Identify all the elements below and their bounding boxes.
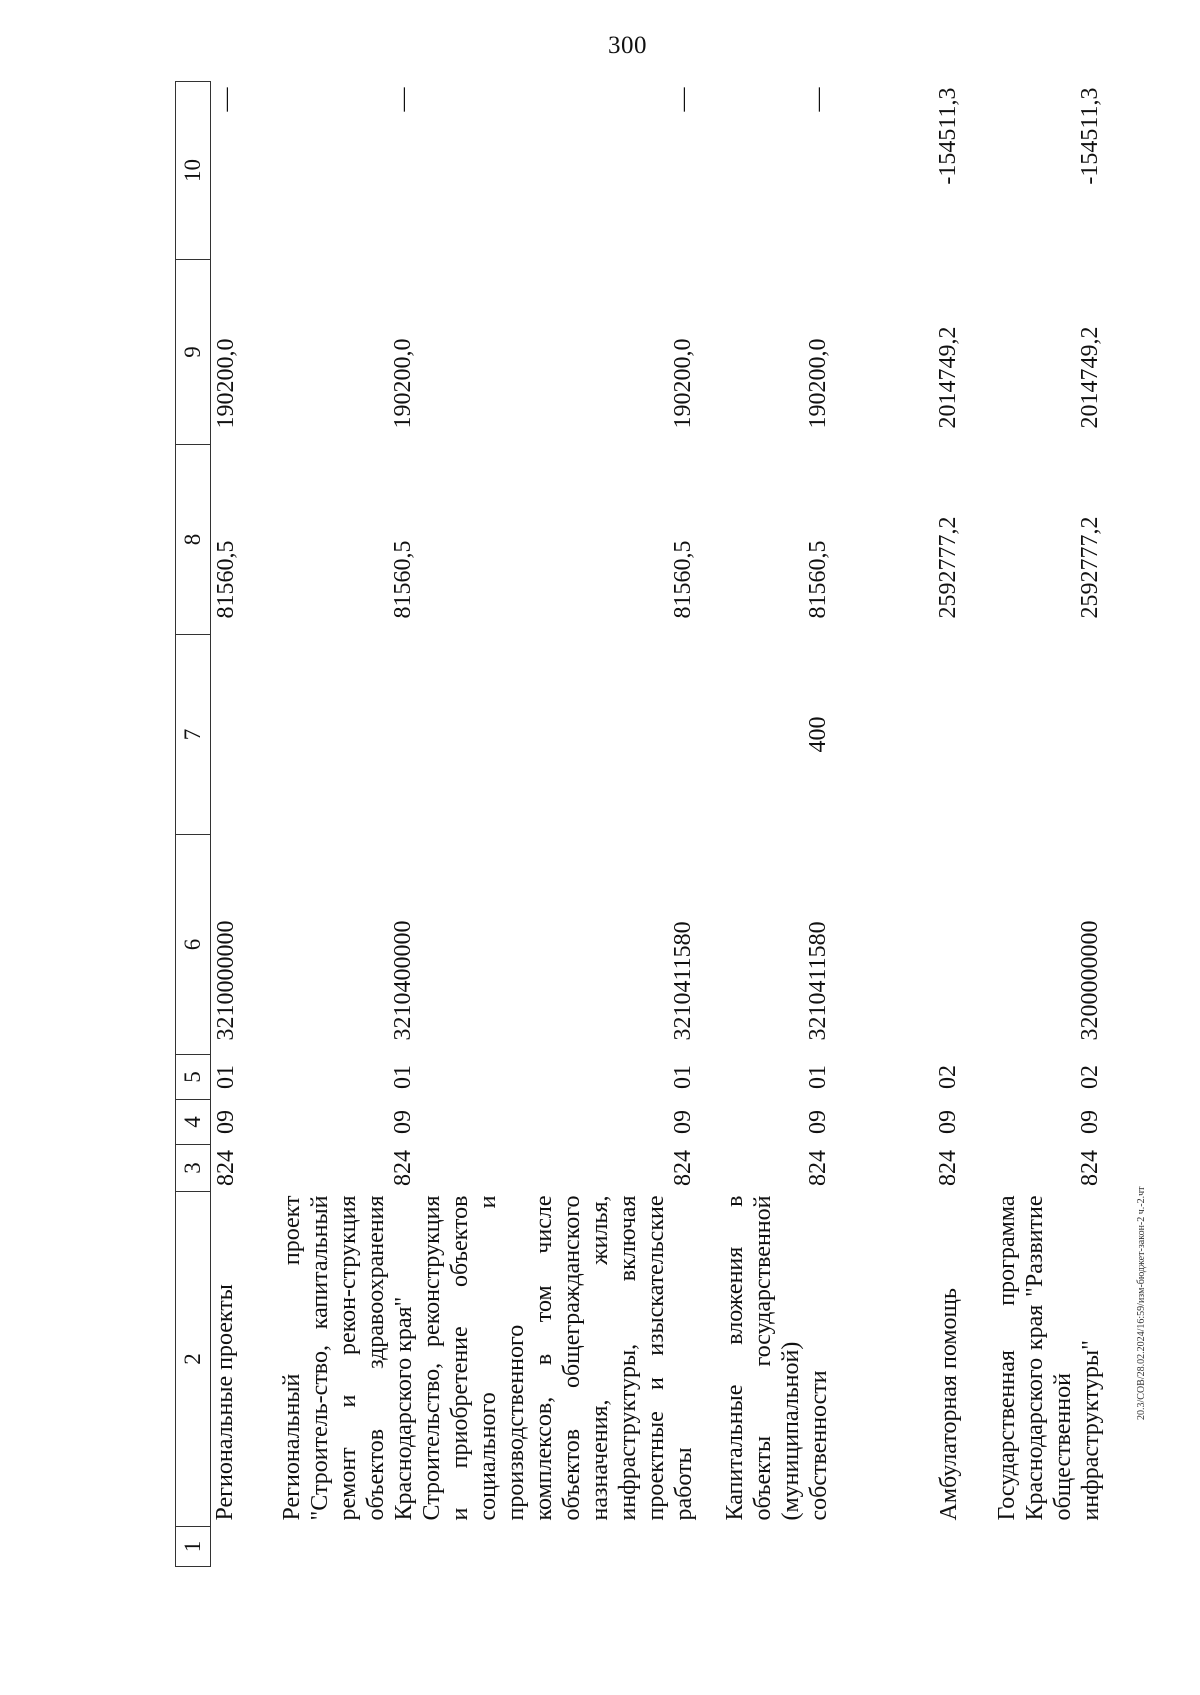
target-article-code [833, 835, 963, 1055]
target-article-code: 3200000000 [1077, 920, 1103, 1041]
section-code: 09 [213, 1110, 239, 1134]
grbs-code: 824 [935, 1150, 961, 1186]
item-name: Региональный проект "Строитель-ство, капитальный ремонт и рекон-струкция объектов здравоохранения Краснодарского края" [279, 1195, 417, 1521]
amount-col10: — [390, 87, 416, 112]
grbs-code: 824 [213, 1150, 239, 1186]
row-number-cell [418, 1527, 698, 1567]
table-row [698, 82, 833, 1567]
amount-col9: 190200,0 [390, 338, 416, 429]
grbs-code: 824 [390, 1150, 416, 1186]
header-cell: 5 [176, 1055, 211, 1100]
header-cell: 2 [176, 1192, 211, 1527]
target-article-code: 3210411580 [670, 921, 696, 1041]
rotated-table-container [175, 82, 1104, 1567]
table-header-row [176, 82, 211, 1567]
expense-type-code [211, 635, 254, 835]
row-number-cell [963, 1527, 1105, 1567]
item-name: Государственная программа Краснодарского края "Развитие общественной инфраструктуры" [994, 1195, 1104, 1521]
amount-col8: 81560,5 [390, 540, 416, 619]
section-code: 09 [805, 1110, 831, 1134]
grbs-code: 824 [1077, 1150, 1103, 1186]
header-cell: 3 [176, 1145, 211, 1192]
table-row [418, 82, 698, 1567]
expense-type-code [418, 635, 698, 835]
amount-col8: 2592777,2 [935, 516, 961, 619]
amount-col8: 81560,5 [805, 540, 831, 619]
expense-type-code [963, 635, 1105, 835]
amount-col10: — [805, 87, 831, 112]
amount-col10: — [670, 87, 696, 112]
amount-col10: -154511,3 [1077, 87, 1103, 185]
table-row [963, 82, 1105, 1567]
page-number: 300 [608, 32, 647, 59]
header-cell: 8 [176, 445, 211, 635]
header-cell: 7 [176, 635, 211, 835]
row-number-cell [698, 1527, 833, 1567]
grbs-code: 824 [805, 1150, 831, 1186]
item-name: Амбулаторная помощь [936, 1288, 962, 1521]
item-name: Строительство, реконструкция и приобретение объектов социального и производственного комплексов, в том числе объектов общегражданского назначения, жилья, инфраструктуры, включая проектные и изыскательские работы [419, 1195, 697, 1521]
subsection-code: 01 [213, 1065, 239, 1089]
target-article-code: 3210400000 [390, 920, 416, 1041]
budget-table [175, 81, 1105, 1567]
row-number-cell [833, 1527, 963, 1567]
amount-col8: 81560,5 [670, 540, 696, 619]
item-name: Капитальные вложения в объекты государственной (муниципальной) собственности [722, 1195, 832, 1521]
section-code: 09 [1077, 1110, 1103, 1134]
row-number-cell [253, 1527, 418, 1567]
expense-type-code [253, 635, 418, 835]
target-article-code: 3210000000 [213, 920, 239, 1041]
amount-col9: 190200,0 [213, 338, 239, 429]
amount-col9: 190200,0 [670, 338, 696, 429]
table-row [211, 82, 254, 1567]
amount-col9: 2014749,2 [935, 326, 961, 429]
amount-col10: -154511,3 [935, 87, 961, 185]
subsection-code: 02 [1077, 1065, 1103, 1089]
expense-type-code: 400 [805, 716, 831, 753]
amount-col9: 190200,0 [805, 338, 831, 429]
header-cell: 9 [176, 260, 211, 445]
expense-type-code [833, 635, 963, 835]
header-cell: 6 [176, 835, 211, 1055]
subsection-code: 01 [805, 1065, 831, 1089]
section-code: 09 [935, 1110, 961, 1134]
section-code: 09 [390, 1110, 416, 1134]
header-cell: 10 [176, 82, 211, 260]
subsection-code: 01 [390, 1065, 416, 1089]
grbs-code: 824 [670, 1150, 696, 1186]
amount-col8: 81560,5 [213, 540, 239, 619]
amount-col10: — [213, 87, 239, 112]
target-article-code: 3210411580 [805, 921, 831, 1041]
header-cell: 4 [176, 1100, 211, 1145]
header-cell: 1 [176, 1527, 211, 1567]
item-name: Региональные проекты [212, 1284, 238, 1521]
footer-stamp: 20.3/СОВ/28.02.2024/16:59/изм-бюджет-закон-2 ч.-2.чт [1136, 1186, 1147, 1420]
amount-col8: 2592777,2 [1077, 516, 1103, 619]
row-number-cell [211, 1527, 254, 1567]
subsection-code: 01 [670, 1065, 696, 1089]
amount-col9: 2014749,2 [1077, 326, 1103, 429]
table-row [833, 82, 963, 1567]
table-row [253, 82, 418, 1567]
subsection-code: 02 [935, 1065, 961, 1089]
section-code: 09 [670, 1110, 696, 1134]
